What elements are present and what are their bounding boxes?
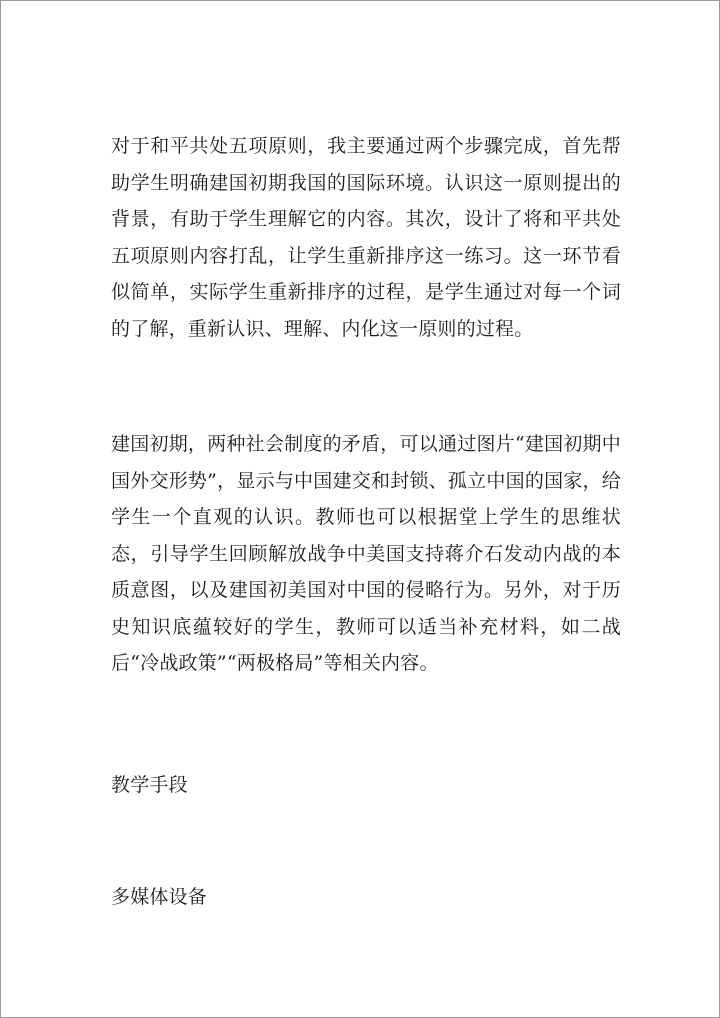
section-heading-teaching-means: 教学手段 [111, 774, 188, 796]
body-paragraph-early-diplomacy: 建国初期，两种社会制度的矛盾，可以通过图片“建国初期中国外交形势”，显示与中国建交和封锁、孤立中国的国家，给学生一个直观的认识。教师也可以根据堂上学生的思维状态，引导学生回顾解放战争中美国支持蒋介石发动内战的本质意图，以及建国初美国对中国的侵略行为。另外，对于历史知识底蕴较好的学生，教师可以适当补充材料，如二战后“冷战政策”“两极格局”等相关内容。 [111, 433, 621, 674]
section-heading-multimedia: 多媒体设备 [111, 886, 208, 908]
body-paragraph-peaceful-coexistence: 对于和平共处五项原则，我主要通过两个步骤完成，首先帮助学生明确建国初期我国的国际环境。认识这一原则提出的背景，有助于学生理解它的内容。其次，设计了将和平共处五项原则内容打乱，让学生重新排序这一练习。这一环节看似简单，实际学生重新排序的过程，是学生通过对每一个词的了解，重新认识、理解、内化这一原则的过程。 [111, 135, 621, 340]
